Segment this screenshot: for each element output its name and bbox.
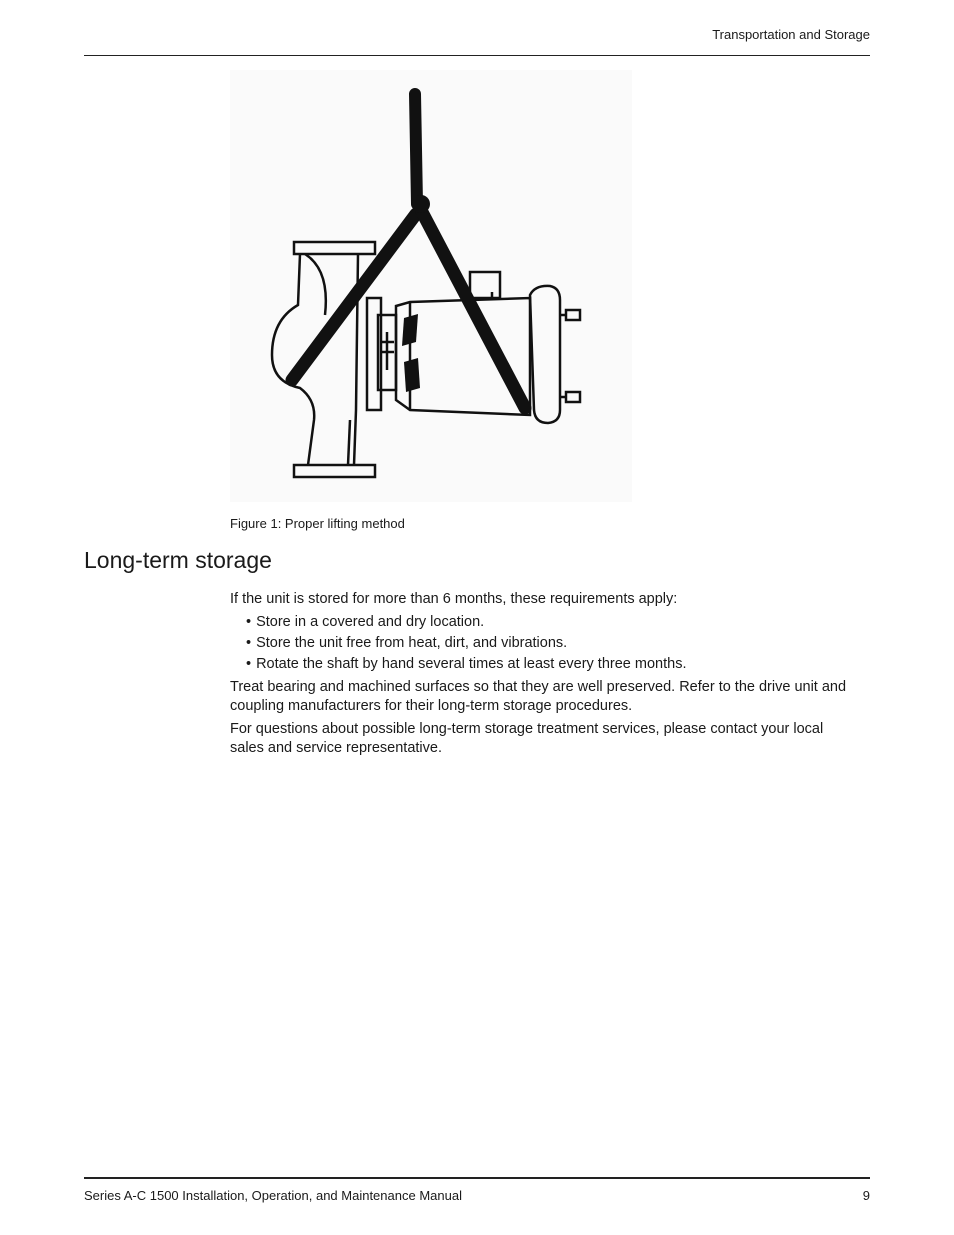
contact-paragraph: For questions about possible long-term storage treatment services, please contact your local sales and service representative. [230,721,824,756]
footer-rule [84,1177,870,1179]
list-item: • Store in a covered and dry location. [246,613,860,632]
page-number: 9 [862,1188,870,1203]
figure-caption: Figure 1: Proper lifting method [230,516,405,531]
section-body [230,590,860,762]
header-rule [84,55,870,56]
footer-manual-title: Series A-C 1500 Installation, Operation, and Maintenance Manual [84,1188,462,1203]
pump-lifting-icon [230,70,632,502]
list-item: • Store the unit free from heat, dirt, and vibrations. [246,634,860,653]
running-header: Transportation and Storage [712,27,870,42]
intro-paragraph: If the unit is stored for more than 6 months, these requirements apply: [230,591,678,607]
list-item: • Rotate the shaft by hand several times at least every three months. [246,655,860,674]
section-heading: Long-term storage [84,547,272,573]
lifting-figure [230,70,632,502]
treatment-paragraph: Treat bearing and machined surfaces so that they are well preserved. Refer to the drive unit and coupling manufacturers for their long-term storage procedures. [230,679,847,714]
requirements-list [230,613,860,674]
